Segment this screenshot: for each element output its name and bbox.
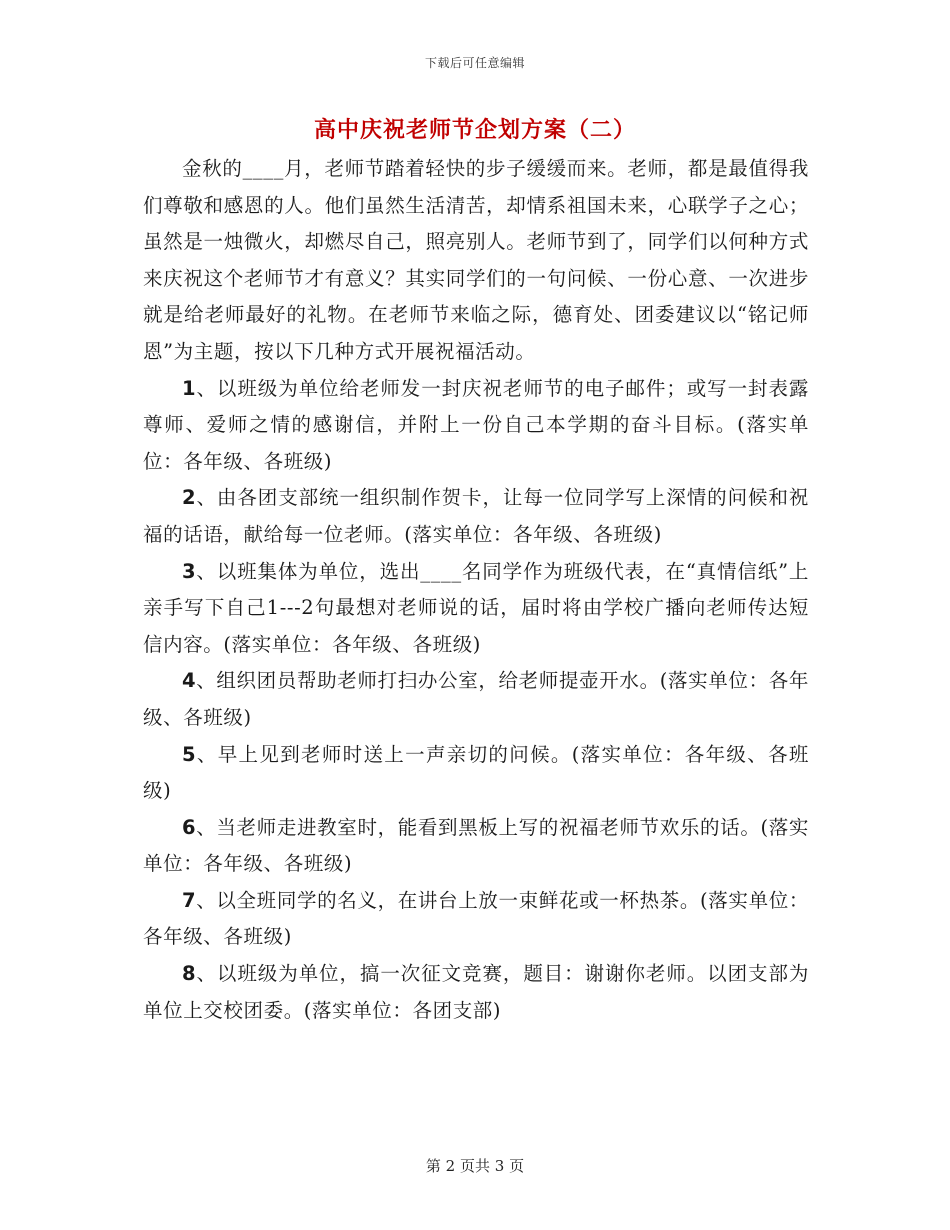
item-text: 、以全班同学的名义，在讲台上放一束鲜花或一杯热茶。(落实单位：各年级、各班级) [143,888,809,949]
item-number: 4 [182,669,197,693]
intro-paragraph: 金秋的____月，老师节踏着轻快的步子缓缓而来。老师，都是最值得我们尊敬和感恩的人。他们虽然生活清苦，却情系祖国未来，心联学子之心；虽然是一烛微火，却燃尽自己，照亮别人。老师节到了，同学们以何种方式来庆祝这个老师节才有意义？其实同学们的一句问候、一份心意、一次进步就是给老师最好的礼物。在老师节来临之际，德育处、团委建议以“铭记师恩”为主题，按以下几种方式开展祝福活动。 [143,157,809,363]
list-item [143,883,809,956]
item-number: 1 [182,376,197,400]
item-number: 8 [182,962,197,986]
list-item [143,480,809,553]
item-number: 6 [182,815,197,839]
page-title: 高中庆祝老师节企划方案（二） [313,117,636,143]
list-item [143,663,809,736]
item-number: 2 [182,486,197,510]
header-note: 下载后可任意编辑 [424,56,525,70]
item-number: 3 [182,559,197,583]
list-item [143,554,809,664]
list-item [143,737,809,810]
item-text: 、组织团员帮助老师打扫办公室，给老师提壶开水。(落实单位：各年级、各班级) [143,669,809,729]
item-number: 5 [182,742,197,766]
item-text: 、以班级为单位，搞一次征文竞赛，题目：谢谢你老师。以团支部为单位上交校团委。(落实单位：各团支部) [143,962,809,1022]
item-text: 、以班集体为单位，选出____名同学作为班级代表，在“真情信纸”上亲手写下自己1---2句最想对老师说的话，届时将由学校广播向老师传达短信内容。(落实单位：各年级、各班级) [143,559,809,656]
list-item [143,371,809,481]
page-footer: 第 2 页共 3 页 [425,1157,525,1175]
item-text: 、以班级为单位给老师发一封庆祝老师节的电子邮件；或写一封表露尊师、爱师之情的感谢信，并附上一份自己本学期的奋斗目标。(落实单位：各年级、各班级) [143,376,809,473]
document-body [143,151,809,1029]
item-number: 7 [182,888,197,912]
item-text: 、早上见到老师时送上一声亲切的问候。(落实单位：各年级、各班级) [143,742,809,803]
item-text: 、当老师走进教室时，能看到黑板上写的祝福老师节欢乐的话。(落实单位：各年级、各班级) [143,815,809,876]
list-item [143,810,809,883]
item-text: 、由各团支部统一组织制作贺卡，让每一位同学写上深情的问候和祝福的话语，献给每一位老师。(落实单位：各年级、各班级) [143,486,809,546]
list-item [143,956,809,1029]
